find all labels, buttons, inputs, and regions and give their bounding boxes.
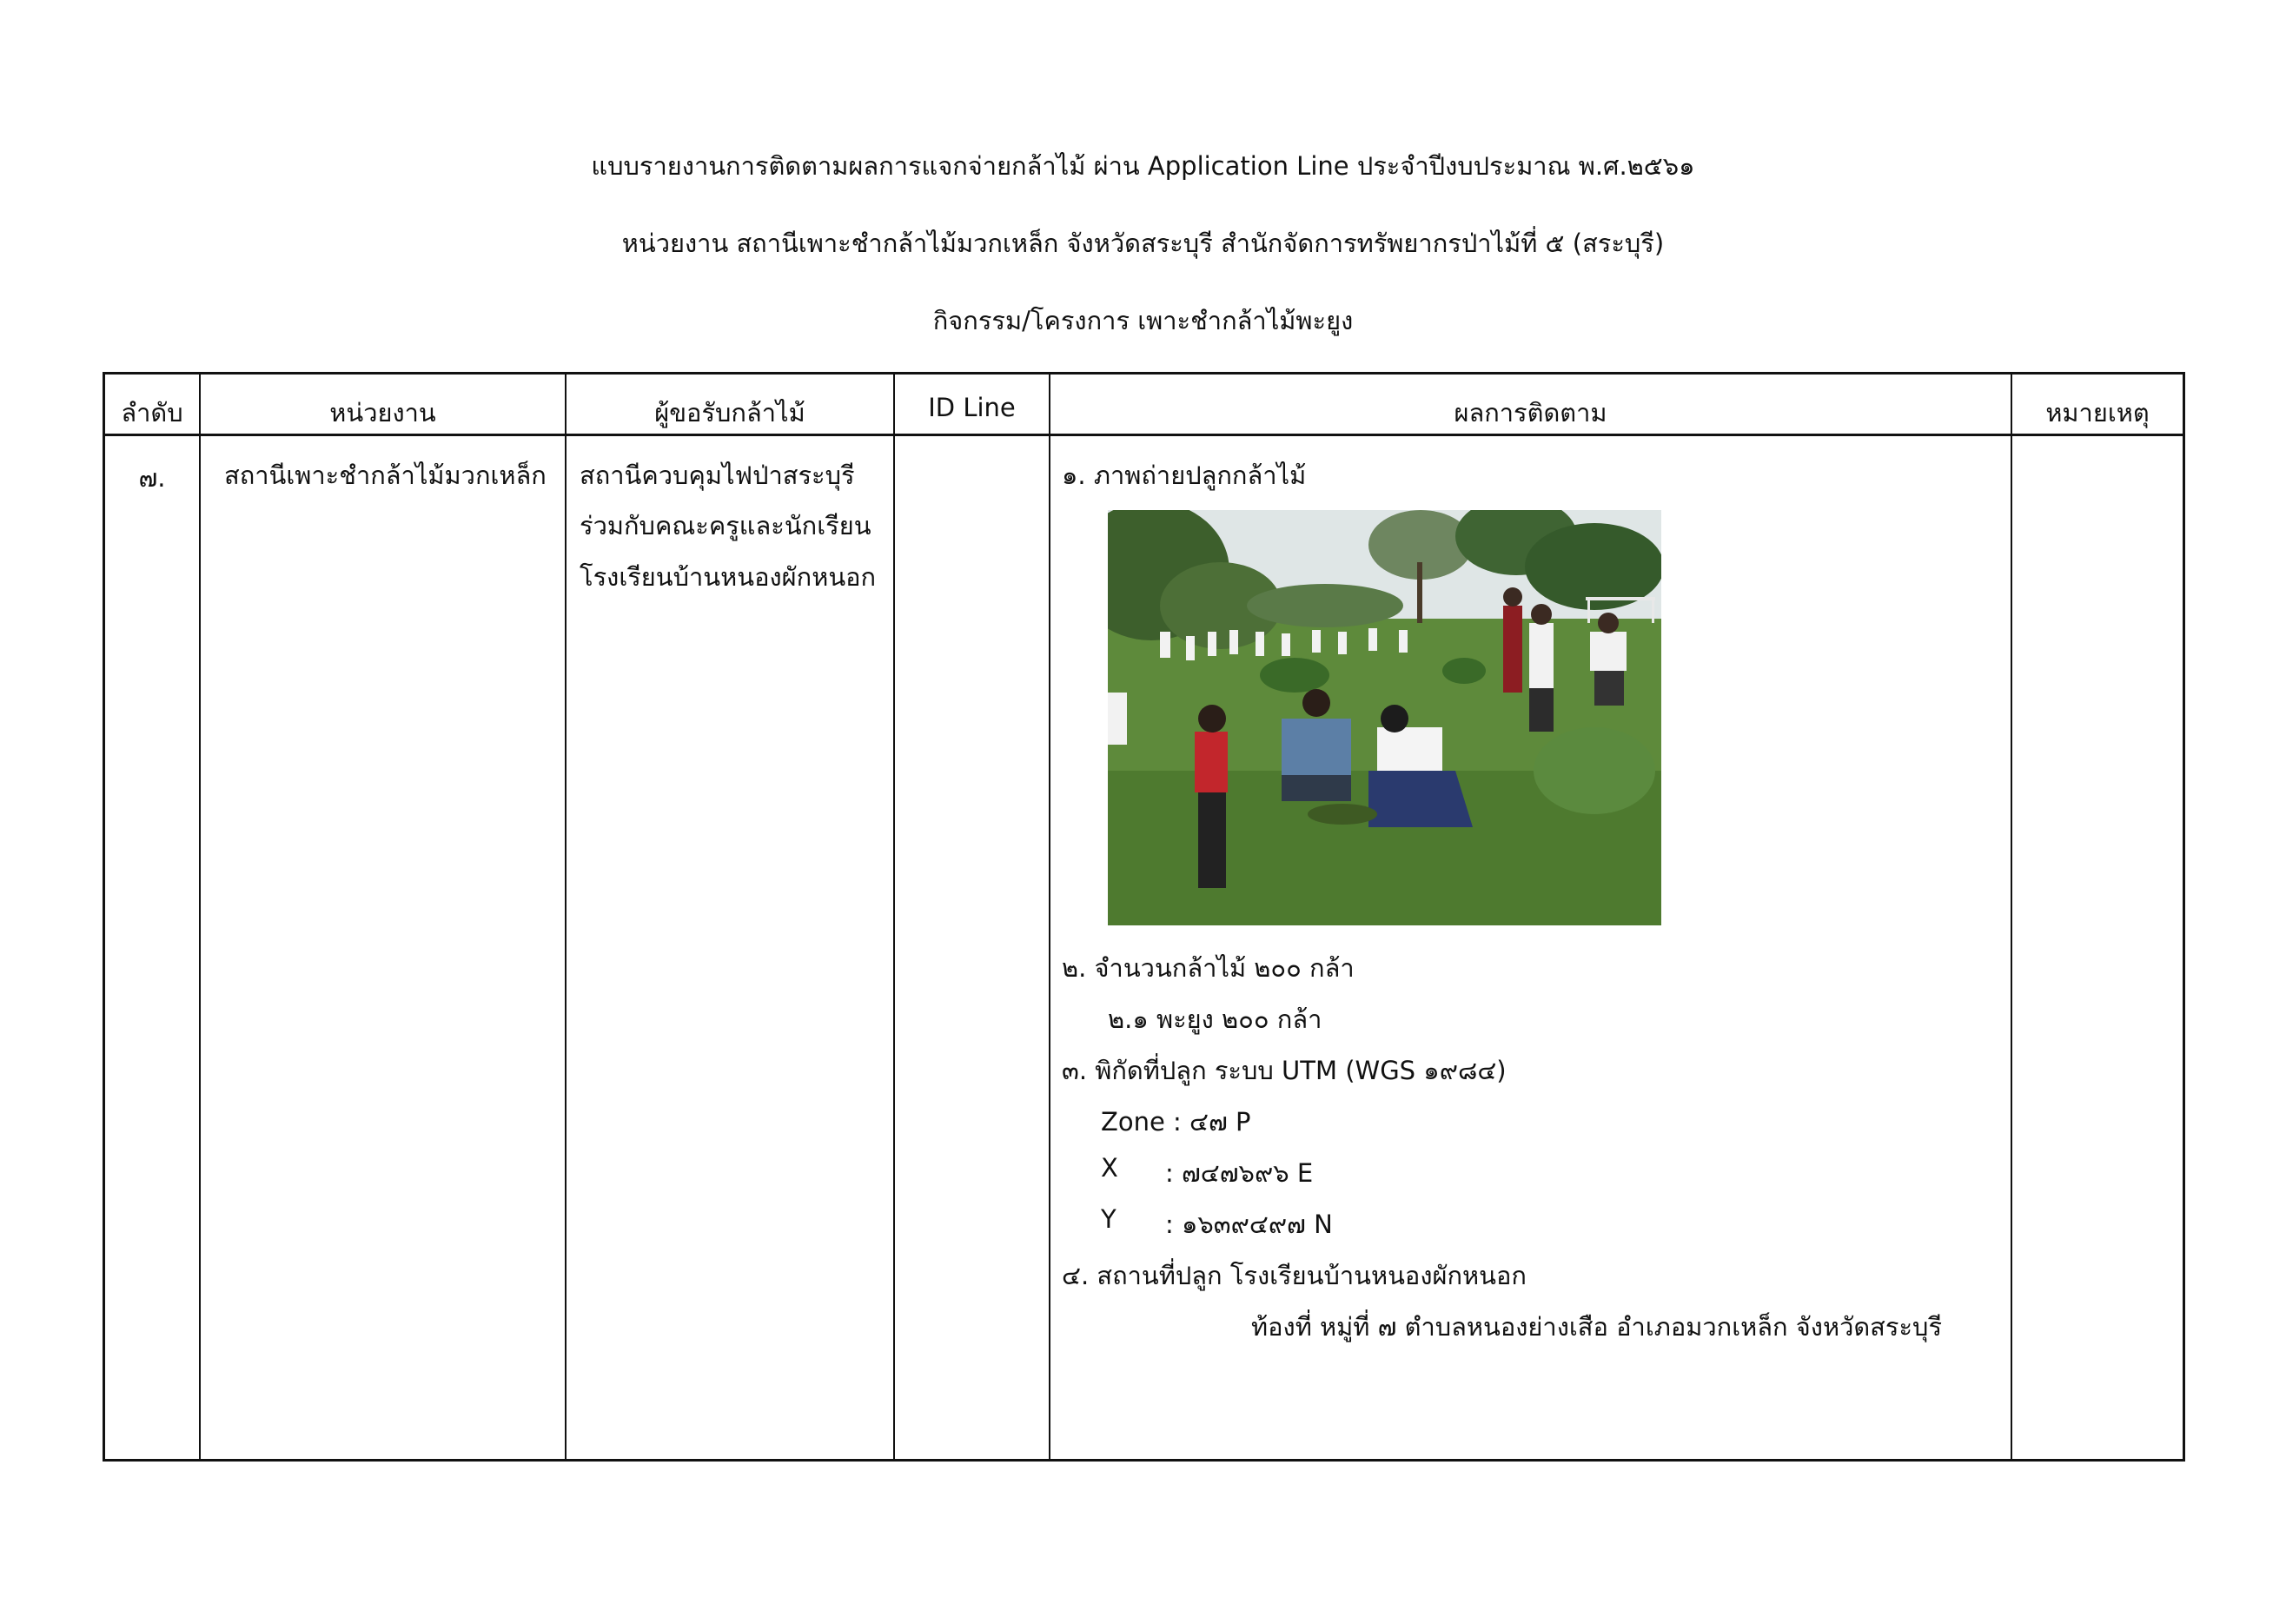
column-header-id-line: ID Line xyxy=(928,393,1016,422)
report-activity: กิจกรรม/โครงการ เพาะชำกล้าไม้พะยูง xyxy=(932,306,1354,335)
utm-x-value: : ๗๔๗๖๙๖ E xyxy=(1165,1158,1314,1188)
row-order: ๗. xyxy=(138,463,166,493)
recipient-line-1: สถานีควบคุมไฟป่าสระบุรี xyxy=(580,461,855,490)
recipient-line-3: โรงเรียนบ้านหนองผักหนอก xyxy=(580,562,877,592)
recipient-line-2: ร่วมกับคณะครูและนักเรียน xyxy=(580,511,871,540)
utm-y-value: : ๑๖๓๙๔๙๗ N xyxy=(1165,1210,1333,1239)
table-border-right xyxy=(2183,372,2185,1462)
utm-x-label: X xyxy=(1101,1153,1118,1183)
result-item-1: ๑. ภาพถ่ายปลูกกล้าไม้ xyxy=(1062,461,1307,490)
table-col-divider-3 xyxy=(893,372,895,1462)
result-item-4: ๔. สถานที่ปลูก โรงเรียนบ้านหนองผักหนอก xyxy=(1062,1261,1527,1290)
utm-y-label: Y xyxy=(1101,1204,1116,1234)
column-header-order: ลำดับ xyxy=(121,398,183,428)
result-item-3: ๓. พิกัดที่ปลูก ระบบ UTM (WGS ๑๙๘๔) xyxy=(1062,1056,1507,1085)
row-unit: สถานีเพาะชำกล้าไม้มวกเหล็ก xyxy=(224,461,547,490)
table-col-divider-1 xyxy=(199,372,201,1462)
tree-planting-photo xyxy=(1108,510,1661,925)
report-title: แบบรายงานการติดตามผลการแจกจ่ายกล้าไม้ ผ่าน Application Line ประจำปีงบประมาณ พ.ศ.๒๕๖๑ xyxy=(591,151,1695,181)
column-header-recipient: ผู้ขอรับกล้าไม้ xyxy=(654,398,805,428)
report-agency: หน่วยงาน สถานีเพาะชำกล้าไม้มวกเหล็ก จังหวัดสระบุรี สำนักจัดการทรัพยากรป่าไม้ที่ ๕ (สระบุรี) xyxy=(621,229,1665,258)
column-header-results: ผลการติดตาม xyxy=(1454,398,1607,428)
table-col-divider-5 xyxy=(2011,372,2012,1462)
column-header-unit: หน่วยงาน xyxy=(329,398,436,428)
table-header-divider xyxy=(103,434,2185,436)
planting-location: ท้องที่ หมู่ที่ ๗ ตำบลหนองย่างเสือ อำเภอมวกเหล็ก จังหวัดสระบุรี xyxy=(1251,1312,1943,1342)
table-col-divider-4 xyxy=(1049,372,1050,1462)
result-item-2: ๒. จำนวนกล้าไม้ ๒๐๐ กล้า xyxy=(1062,953,1355,983)
table-border-left xyxy=(103,372,105,1462)
utm-zone: Zone : ๔๗ P xyxy=(1101,1107,1251,1137)
table-col-divider-2 xyxy=(565,372,567,1462)
table-border-top xyxy=(103,372,2185,375)
table-border-bottom xyxy=(103,1459,2185,1462)
result-item-2-1: ๒.๑ พะยูง ๒๐๐ กล้า xyxy=(1108,1004,1322,1034)
column-header-remark: หมายเหตุ xyxy=(2045,398,2150,428)
